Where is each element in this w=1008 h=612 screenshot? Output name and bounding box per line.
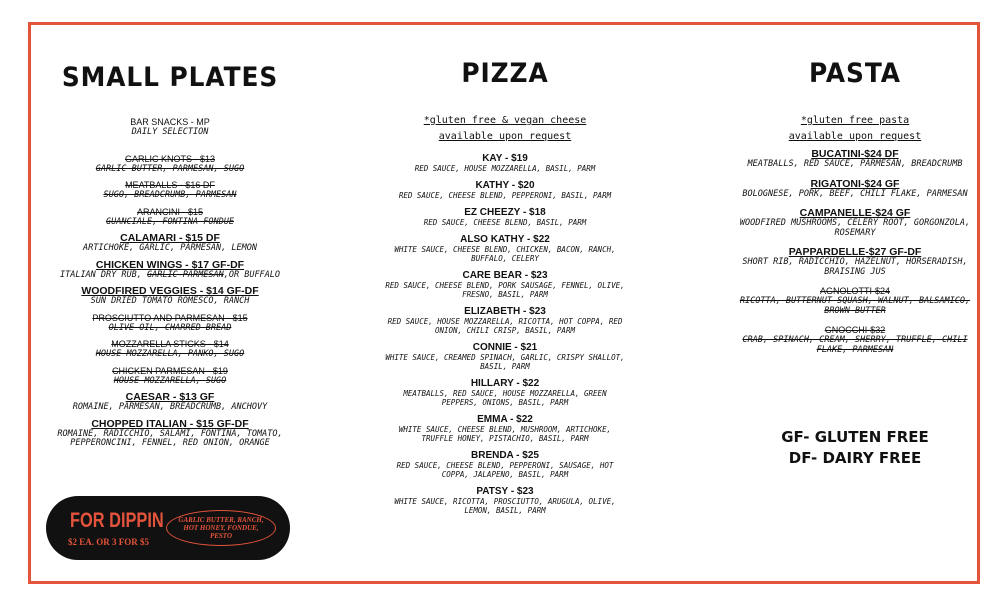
pasta-note-line-1: *gluten free pasta xyxy=(800,115,910,126)
pizza-list xyxy=(385,153,625,515)
pizza-desc: RED SAUCE, CHEESE BLEND, PORK SAUSAGE, FENNEL, OLIVE, FRESNO, BASIL, PARM xyxy=(385,281,625,299)
for-dippin-options-oval xyxy=(166,510,276,546)
small-plate-desc-part: ITALIAN DRY RUB, xyxy=(59,269,147,280)
small-plate-name: MOZZARELLA STICKS - $14 xyxy=(111,339,229,349)
small-plate-item xyxy=(40,154,300,175)
pizza-desc: WHITE SAUCE, CHEESE BLEND, MUSHROOM, ARTICHOKE, TRUFFLE HONEY, PISTACHIO, BASIL, PARM xyxy=(398,425,612,443)
small-plate-desc-part: GARLIC-PARMESAN xyxy=(146,269,224,280)
for-dippin-price: $2 EA. OR 3 FOR $5 xyxy=(68,537,149,547)
small-plate-name: PROSCIUTTO AND PARMESAN - $15 xyxy=(92,312,248,323)
pizza-heading: PIZZA xyxy=(461,58,549,89)
pizza-item xyxy=(385,153,625,173)
pizza-desc: MEATBALLS, RED SAUCE, HOUSE MOZZARELLA, GREEN PEPPERS, ONIONS, BASIL, PARM xyxy=(403,389,607,407)
small-plate-desc: SUGO, BREADCRUMB, PARMESAN xyxy=(103,190,237,200)
pizza-name: BRENDA - $25 xyxy=(471,450,539,461)
small-plate-name: ARANCINI - $15 xyxy=(136,206,204,217)
pizza-name: PATSY - $23 xyxy=(476,486,534,497)
small-plate-name: CAESAR - $13 GF xyxy=(125,391,215,403)
small-plate-desc: OLIVE OIL, CHARRED BREAD xyxy=(108,322,232,333)
pizza-column xyxy=(385,58,625,522)
pizza-name: ALSO KATHY - $22 xyxy=(460,234,550,245)
pizza-name: KATHY - $20 xyxy=(475,180,535,191)
pasta-desc: SHORT RIB, RADICCHIO, HAZELNUT, HORSERADISH, BRAISING JUS xyxy=(742,257,968,277)
small-plates-column xyxy=(40,62,300,455)
pizza-desc: RED SAUCE, CHEESE BLEND, BASIL, PARM xyxy=(423,218,587,227)
pizza-name: CARE BEAR - $23 xyxy=(462,270,548,281)
for-dippin-options: GARLIC BUTTER, RANCH, HOT HONEY, FONDUE, PESTO xyxy=(178,516,264,540)
pasta-name: RIGATONI-$24 GF xyxy=(810,177,900,190)
small-plate-name: BAR SNACKS - MP xyxy=(130,117,210,127)
pasta-item xyxy=(735,247,975,277)
pizza-desc: WHITE SAUCE, CHEESE BLEND, CHICKEN, BACON, RANCH, BUFFALO, CELERY xyxy=(394,245,616,263)
small-plate-desc: HOUSE MOZZARELLA, SUGO xyxy=(113,375,227,386)
pizza-name: HILLARY - $22 xyxy=(470,378,540,389)
pizza-desc: RED SAUCE, HOUSE MOZZARELLA, BASIL, PARM xyxy=(414,164,596,173)
small-plate-desc: GUANCIALE, FONTINA FONDUE xyxy=(106,216,234,227)
small-plate-item xyxy=(40,117,300,138)
small-plate-item xyxy=(40,419,300,449)
small-plate-desc: SUN DRIED TOMATO ROMESCO, RANCH xyxy=(90,296,250,306)
small-plate-item xyxy=(40,207,300,228)
pizza-item xyxy=(385,486,625,515)
small-plate-desc: ROMAINE, RADICCHIO, SALAMI, FONTINA, TOMATO, PEPPERONCINI, FENNEL, RED ONION, ORANGE xyxy=(57,428,283,448)
small-plates-list xyxy=(40,117,300,449)
pizza-note-line-1: *gluten free & vegan cheese xyxy=(423,115,587,126)
pasta-desc: WOODFIRED MUSHROOMS, CELERY ROOT, GORGONZOLA, ROSEMARY xyxy=(739,218,971,238)
pizza-item xyxy=(385,180,625,200)
small-plates-heading: SMALL PLATES xyxy=(61,62,279,93)
small-plate-name: GARLIC KNOTS - $13 xyxy=(124,153,216,164)
pasta-desc: BOLOGNESE, PORK, BEEF, CHILI FLAKE, PARMESAN xyxy=(742,188,968,199)
pizza-desc: RED SAUCE, CHEESE BLEND, PEPPERONI, BASIL, PARM xyxy=(398,191,612,200)
small-plate-name: CALAMARI - $15 DF xyxy=(120,232,220,244)
small-plate-item xyxy=(40,286,300,307)
pizza-name: KAY - $19 xyxy=(482,153,528,164)
pasta-item xyxy=(735,286,975,316)
pasta-item xyxy=(735,208,975,238)
pizza-note xyxy=(385,113,625,145)
legend-dairy-free: DF- DAIRY FREE xyxy=(788,449,922,467)
small-plate-item xyxy=(40,392,300,413)
pizza-name: ELIZABETH - $23 xyxy=(464,306,546,317)
for-dippin-title: FOR DIPPIN xyxy=(70,509,164,532)
pizza-item xyxy=(385,207,625,227)
pasta-name: BUCATINI-$24 DF xyxy=(811,148,899,160)
pasta-name: PAPPARDELLE-$27 GF-DF xyxy=(788,246,922,258)
pizza-item xyxy=(385,270,625,299)
pizza-desc: WHITE SAUCE, RICOTTA, PROSCIUTTO, ARUGULA, OLIVE, LEMON, BASIL, PARM xyxy=(394,497,616,515)
pasta-desc: CRAB, SPINACH, CREAM, SHERRY, TRUFFLE, CHILI FLAKE, PARMESAN xyxy=(742,335,968,355)
small-plate-name: WOODFIRED VEGGIES - $14 GF-DF xyxy=(81,285,259,297)
pizza-note-line-2: available upon request xyxy=(438,131,572,142)
small-plate-name: CHICKEN WINGS - $17 GF-DF xyxy=(95,258,245,271)
pizza-item xyxy=(385,342,625,371)
pizza-item xyxy=(385,378,625,407)
pizza-desc: RED SAUCE, CHEESE BLEND, PEPPERONI, SAUSAGE, HOT COPPA, JALAPENO, BASIL, PARM xyxy=(396,461,614,479)
for-dippin-badge xyxy=(46,496,290,560)
small-plate-name: CHICKEN PARMESAN - $19 xyxy=(112,365,228,376)
small-plate-item xyxy=(40,313,300,334)
pizza-item xyxy=(385,234,625,263)
small-plate-desc: DAILY SELECTION xyxy=(131,127,209,137)
pasta-column xyxy=(735,58,975,364)
small-plate-item xyxy=(40,233,300,254)
small-plate-name: CHOPPED ITALIAN - $15 GF-DF xyxy=(91,417,249,430)
pasta-name: CAMPANELLE-$24 GF xyxy=(799,207,911,219)
pasta-name: AGNOLOTTI-$24 xyxy=(819,286,891,296)
small-plate-name: MEATBALLS - $16 DF xyxy=(125,180,215,190)
small-plate-item xyxy=(40,366,300,387)
small-plate-desc-part: ,OR BUFFALO xyxy=(223,269,281,280)
small-plate-desc: ROMAINE, PARMESAN, BREADCRUMB, ANCHOVY xyxy=(72,402,268,412)
pasta-item xyxy=(735,325,975,355)
pizza-desc: WHITE SAUCE, CREAMED SPINACH, GARLIC, CRISPY SHALLOT, BASIL, PARM xyxy=(385,353,625,371)
small-plate-item xyxy=(40,260,300,281)
pasta-desc: RICOTTA, BUTTERNUT SQUASH, WALNUT, BALSAMICO, BROWN BUTTER xyxy=(739,296,971,316)
diet-legend xyxy=(735,427,975,469)
small-plate-desc: HOUSE MOZZARELLA, PANKO, SUGO xyxy=(95,349,245,359)
pasta-list xyxy=(735,149,975,355)
pizza-name: EZ CHEEZY - $18 xyxy=(464,207,546,218)
small-plate-item xyxy=(40,180,300,201)
pasta-heading: PASTA xyxy=(809,58,901,89)
pasta-desc: MEATBALLS, RED SAUCE, PARMESAN, BREADCRUMB xyxy=(747,159,963,169)
small-plate-desc xyxy=(40,271,300,281)
small-plate-desc: GARLIC BUTTER, PARMESAN, SUGO xyxy=(95,163,245,174)
pizza-desc: RED SAUCE, HOUSE MOZZARELLA, RICOTTA, HOT COPPA, RED ONION, CHILI CRISP, BASIL, PARM xyxy=(387,317,623,335)
legend-gluten-free: GF- GLUTEN FREE xyxy=(781,428,929,446)
pizza-item xyxy=(385,450,625,479)
pizza-item xyxy=(385,414,625,443)
pasta-item xyxy=(735,179,975,200)
pasta-note-line-2: available upon request xyxy=(788,131,922,142)
pizza-item xyxy=(385,306,625,335)
pasta-note xyxy=(735,113,975,145)
pizza-name: EMMA - $22 xyxy=(477,414,533,425)
small-plate-item xyxy=(40,339,300,360)
pizza-name: CONNIE - $21 xyxy=(472,342,538,353)
small-plate-desc: ARTICHOKE, GARLIC, PARMESAN, LEMON xyxy=(83,243,257,253)
pasta-item xyxy=(735,149,975,170)
pasta-name: GNOCCHI-$32 xyxy=(824,325,886,335)
